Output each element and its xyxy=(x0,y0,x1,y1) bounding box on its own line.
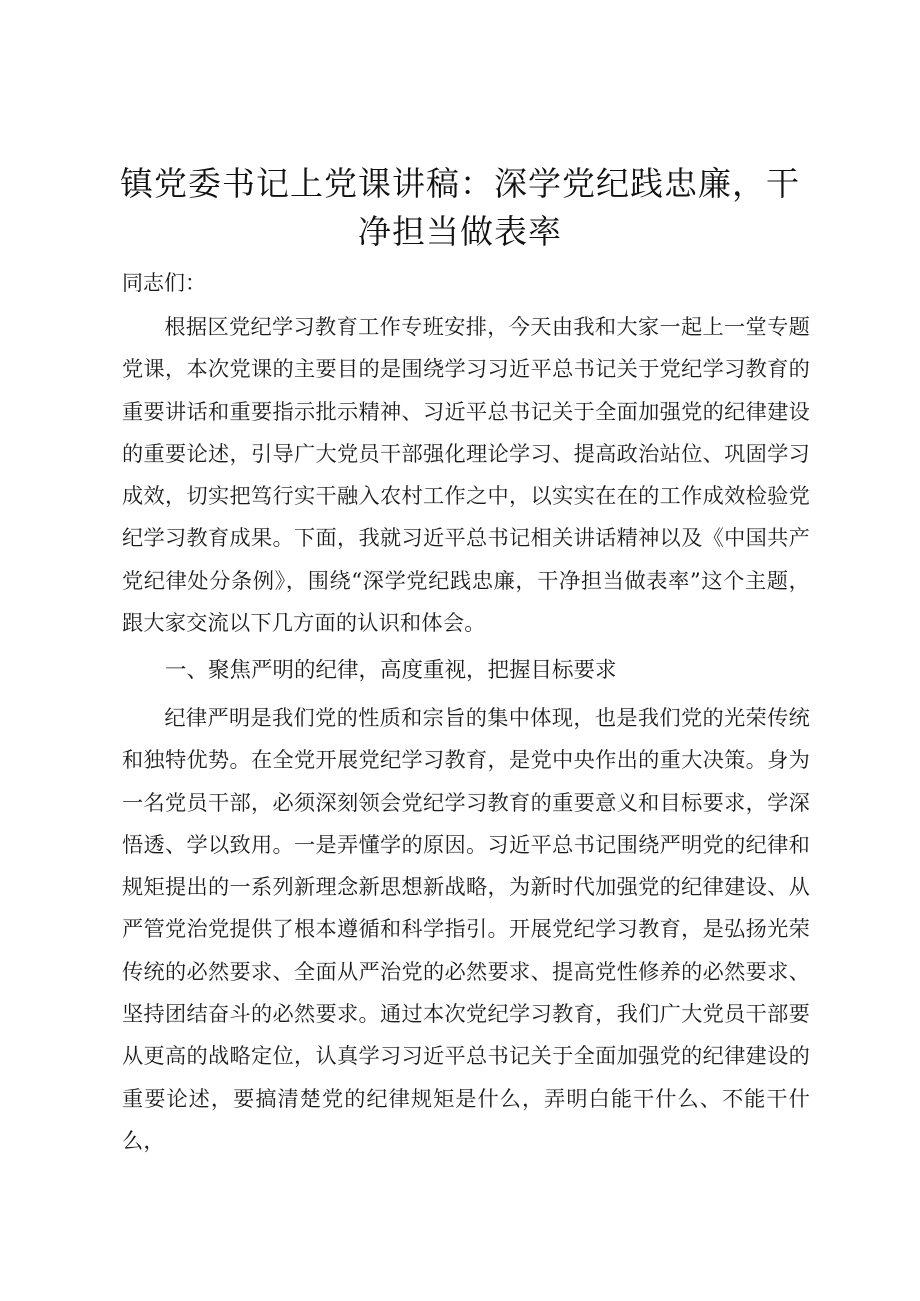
salutation: 同志们： xyxy=(122,271,206,295)
section-heading-1: 一、聚焦严明的纪律，高度重视，把握目标要求 xyxy=(165,658,617,683)
section-1-paragraph: 纪律严明是我们党的性质和宗旨的集中体现，也是我们党的光荣传统和独特优势。在全党开展党纪学习教育，是党中央作出的重大决策。身为一名党员干部，必须深刻领会党纪学习教育的重要意义和目标要求，学深悟透、学以致用。一是弄懂学的原因。习近平总书记围绕严明党的纪律和规矩提出的一系列新理念新思想新战略，为新时代加强党的纪律建设、从严管党治党提供了根本遵循和科学指引。开展党纪学习教育，是弘扬光荣传统的必然要求、全面从严治党的必然要求、提高党性修养的必然要求、坚持团结奋斗的必然要求。通过本次党纪学习教育，我们广大党员干部要从更高的战略定位，认真学习习近平总书记关于全面加强党的纪律建设的重要论述，要搞清楚党的纪律规矩是什么，弄明白能干什么、不能干什么， xyxy=(122,705,810,1153)
intro-paragraph: 根据区党纪学习教育工作专班安排，今天由我和大家一起上一堂专题党课，本次党课的主要目的是围绕学习习近平总书记关于党纪学习教育的重要讲话和重要指示批示精神、习近平总书记关于全面加强党的纪律建设的重要论述，引导广大党员干部强化理论学习、提高政治站位、巩固学习成效，切实把笃行实干融入农村工作之中，以实实在在的工作成效检验党纪学习教育成果。下面，我就习近平总书记相关讲话精神以及《中国共产党纪律处分条例》，围绕“深学党纪践忠廉，干净担当做表率”这个主题，跟大家交流以下几方面的认识和体会。 xyxy=(122,314,810,636)
document-title: 镇党委书记上党课讲稿：深学党纪践忠廉，干净担当做表率 xyxy=(120,164,800,251)
